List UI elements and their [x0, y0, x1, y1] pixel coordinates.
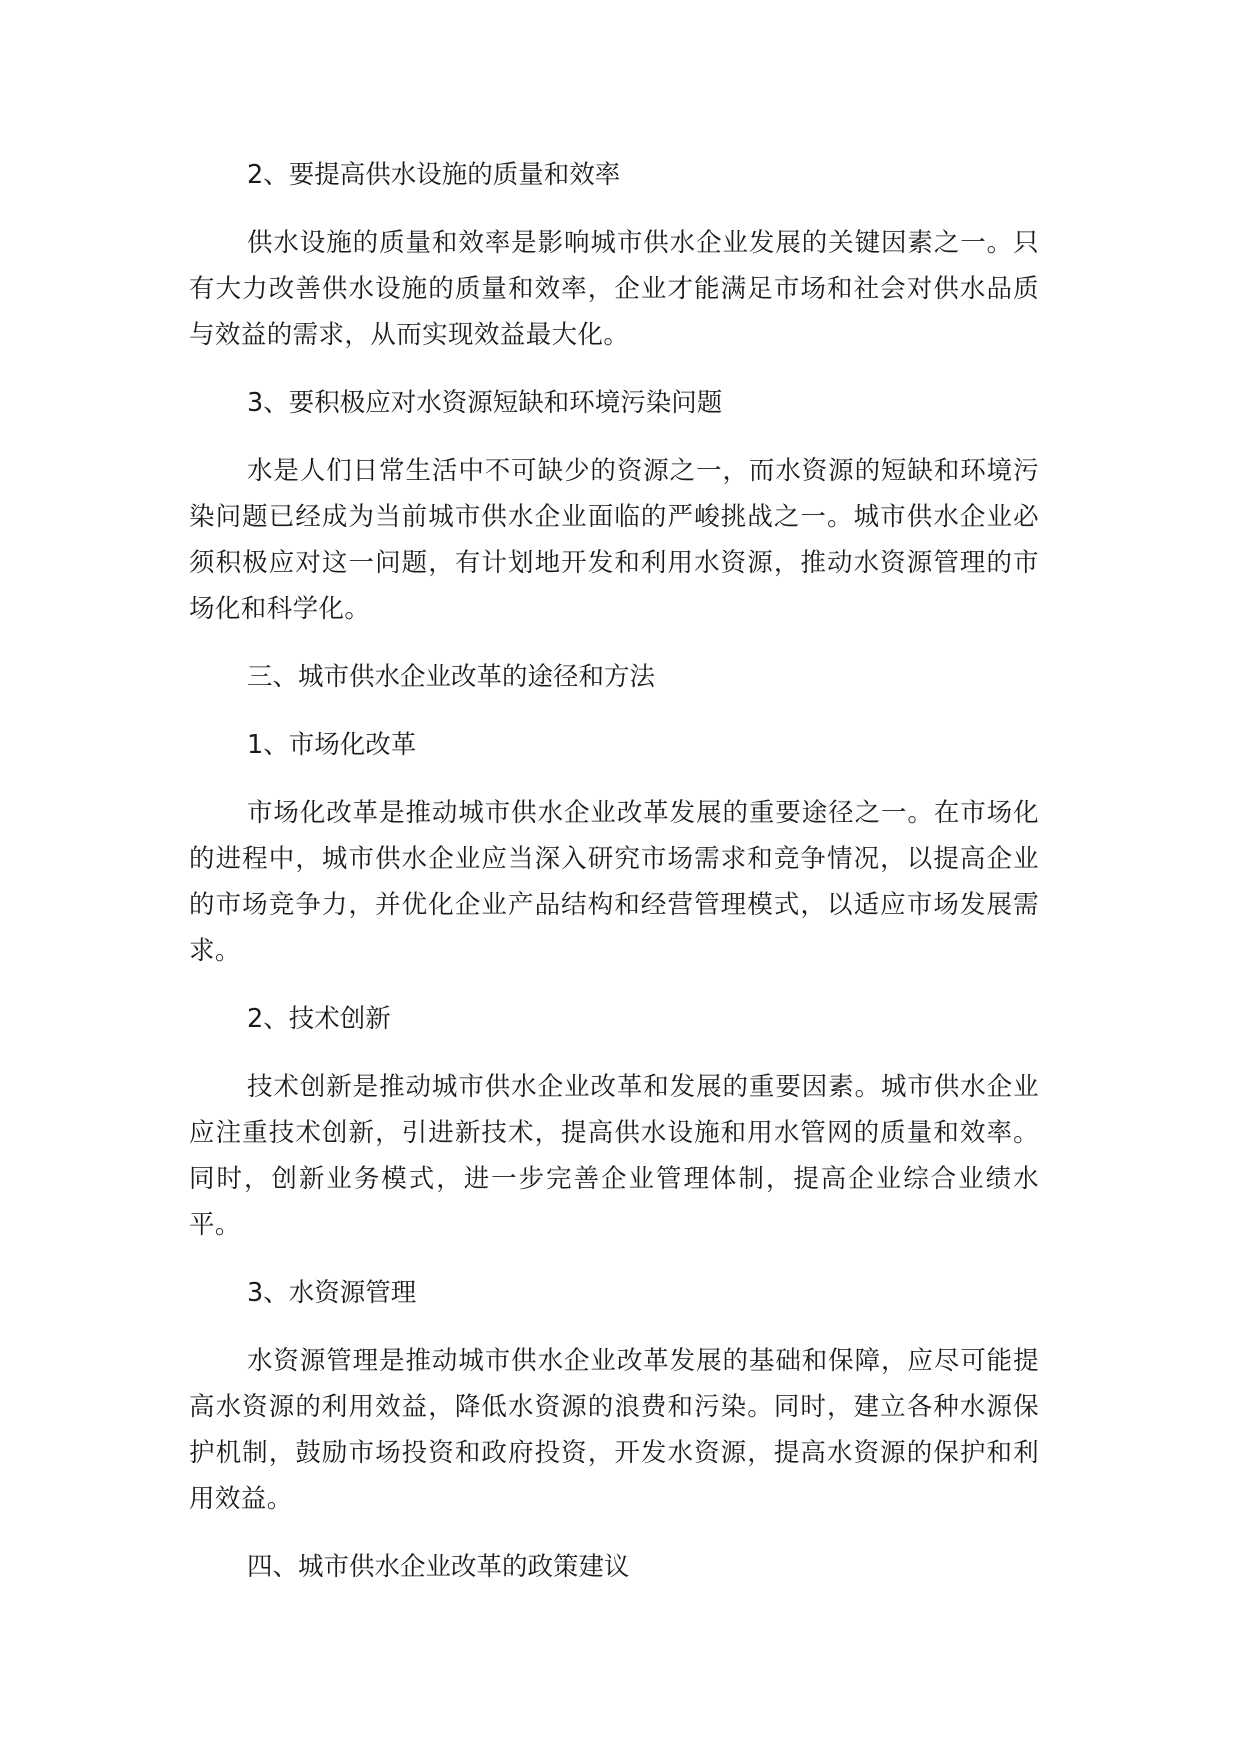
section-heading-3-water-shortage: 3、要积极应对水资源短缺和环境污染问题 [247, 388, 723, 418]
section-heading-1-market-reform: 1、市场化改革 [247, 730, 417, 760]
paragraph-market-reform: 市场化改革是推动城市供水企业改革发展的重要途径之一。在市场化的进程中，城市供水企业应当深入研究市场需求和竞争情况，以提高企业的市场竞争力，并优化企业产品结构和经营管理模式，以适应市场发展需求。 [189, 798, 1039, 966]
document-body [189, 152, 1039, 1612]
paragraph-supply-quality: 供水设施的质量和效率是影响城市供水企业发展的关键因素之一。只有大力改善供水设施的质量和效率，企业才能满足市场和社会对供水品质与效益的需求，从而实现效益最大化。 [189, 228, 1039, 350]
paragraph-water-management: 水资源管理是推动城市供水企业改革发展的基础和保障，应尽可能提高水资源的利用效益，降低水资源的浪费和污染。同时，建立各种水源保护机制，鼓励市场投资和政府投资，开发水资源，提高水资源的保护和利用效益。 [189, 1346, 1039, 1514]
section-heading-3-water-management: 3、水资源管理 [247, 1278, 417, 1308]
section-heading-2-quality: 2、要提高供水设施的质量和效率 [247, 160, 621, 190]
chapter-heading-4-policy: 四、城市供水企业改革的政策建议 [247, 1552, 630, 1582]
paragraph-water-shortage: 水是人们日常生活中不可缺少的资源之一，而水资源的短缺和环境污染问题已经成为当前城市供水企业面临的严峻挑战之一。城市供水企业必须积极应对这一问题，有计划地开发和利用水资源，推动水资源管理的市场化和科学化。 [189, 456, 1039, 624]
paragraph-tech-innovation: 技术创新是推动城市供水企业改革和发展的重要因素。城市供水企业应注重技术创新，引进新技术，提高供水设施和用水管网的质量和效率。同时，创新业务模式，进一步完善企业管理体制，提高企业综合业绩水平。 [189, 1072, 1039, 1240]
chapter-heading-3-reform-approach: 三、城市供水企业改革的途径和方法 [247, 662, 656, 692]
section-heading-2-tech-innovation: 2、技术创新 [247, 1004, 391, 1034]
